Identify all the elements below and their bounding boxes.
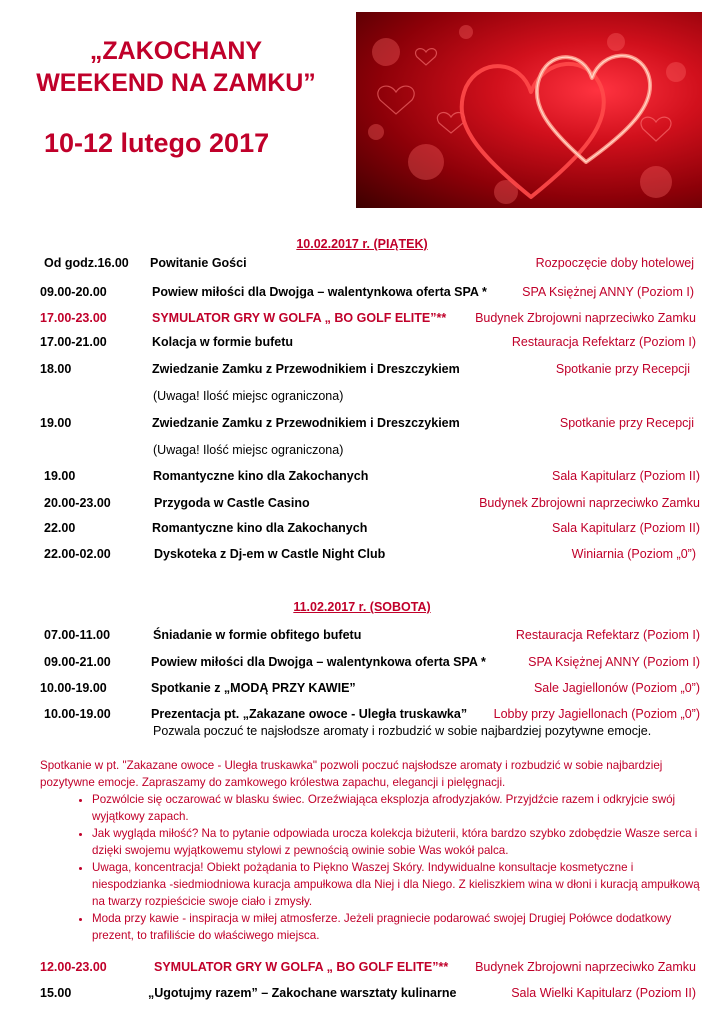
row-event: Powitanie Gości [150,256,247,270]
schedule-row [0,416,724,434]
description-bullet: • Jak wygląda miłość? Na to pytanie odpowiada urocza kolekcja biżuterii, która bardzo szybko zdobędzie Wasze serca i dzięki swojemu wyjątkowemu stylowi z pewnością owinie sobie Was wokół palca. [92,825,708,859]
row-note: Pozwala poczuć te najsłodsze aromaty i rozbudzić w sobie najbardziej pozytywne emocje. [153,724,652,738]
row-time: 19.00 [44,469,76,483]
row-time: 19.00 [40,416,72,430]
schedule-row [0,655,724,673]
row-time: 17.00-23.00 [40,311,107,325]
description-bullet: • Moda przy kawie - inspiracja w miłej atmosferze. Jeżeli pragniecie podarować swojej Drugiej Połówce dodatkowy prezent, to trafiliście do właściwego miejsca. [92,910,708,944]
schedule-row [0,469,724,487]
row-event: Przygoda w Castle Casino [154,496,310,510]
row-note: (Uwaga! Ilość miejsc ograniczona) [153,389,344,403]
schedule-row [0,681,724,699]
row-event: „Ugotujmy razem” – Zakochane warsztaty kulinarne [148,986,457,1000]
row-event: Romantyczne kino dla Zakochanych [153,469,369,483]
schedule-row [0,547,724,565]
row-time: 22.00-02.00 [44,547,111,561]
row-event: Prezentacja pt. „Zakazane owoce - Uległa truskawka” [151,707,468,721]
schedule-row [0,707,724,725]
schedule-row [0,496,724,514]
row-event: Zwiedzanie Zamku z Przewodnikiem i Dreszczykiem [152,416,460,430]
row-event: Romantyczne kino dla Zakochanych [152,521,368,535]
row-time: 17.00-21.00 [40,335,107,349]
row-location: Restauracja Refektarz (Poziom I) [511,335,696,349]
row-location: Restauracja Refektarz (Poziom I) [515,628,700,642]
row-event: Powiew miłości dla Dwojga – walentynkowa oferta SPA * [152,285,487,299]
row-event: SYMULATOR GRY W GOLFA „ BO GOLF ELITE”** [152,311,447,325]
row-time: 09.00-21.00 [44,655,111,669]
row-time: 10.00-19.00 [40,681,107,695]
row-event: Kolacja w formie bufetu [152,335,293,349]
schedule-row [0,335,724,353]
row-location: Sala Kapitularz (Poziom II) [552,469,700,483]
row-location: Budynek Zbrojowni naprzeciwko Zamku [479,496,700,510]
row-location: Budynek Zbrojowni naprzeciwko Zamku [475,960,696,974]
schedule-row [0,311,724,329]
row-location: Sala Wielki Kapitularz (Poziom II) [511,986,696,1000]
row-time: 10.00-19.00 [44,707,111,721]
row-time: 22.00 [44,521,76,535]
row-location: SPA Księżnej ANNY (Poziom I) [528,655,700,669]
row-event: Powiew miłości dla Dwojga – walentynkowa oferta SPA * [151,655,486,669]
row-time: Od godz.16.00 [44,256,129,270]
row-event: Dyskoteka z Dj-em w Castle Night Club [154,547,386,561]
description-bullets [40,791,708,944]
description-intro: Spotkanie w pt. "Zakazane owoce - Uległa truskawka" pozwoli poczuć najsłodsze aromaty i rozbudzić w sobie najbardziej pozytywne emocje. Zapraszamy do zamkowego królestwa zapachu, elegancji i pielęgnacji. [40,759,663,789]
row-time: 20.00-23.00 [44,496,111,510]
row-event: Śniadanie w formie obfitego bufetu [153,628,362,642]
row-location: Rozpoczęcie doby hotelowej [535,256,694,270]
row-location: Sale Jagiellonów (Poziom „0”) [533,681,700,695]
row-time: 15.00 [40,986,72,1000]
day-heading-saturday: 11.02.2017 r. (SOBOTA) [293,600,431,614]
row-location: Spotkanie przy Recepcji [559,416,694,430]
row-location: Winiarnia (Poziom „0”) [571,547,696,561]
schedule-row [0,960,724,978]
row-event: SYMULATOR GRY W GOLFA „ BO GOLF ELITE”** [154,960,449,974]
event-dates: 10-12 lutego 2017 [44,128,270,158]
schedule-row [0,521,724,539]
row-location: Sala Kapitularz (Poziom II) [552,521,700,535]
day-heading-friday: 10.02.2017 r. (PIĄTEK) [296,237,428,251]
row-location: SPA Księżnej ANNY (Poziom I) [522,285,694,299]
schedule-row [0,285,724,303]
row-location: Lobby przy Jagiellonach (Poziom „0”) [493,707,700,721]
row-time: 18.00 [40,362,72,376]
row-note: (Uwaga! Ilość miejsc ograniczona) [153,443,344,457]
row-time: 07.00-11.00 [44,628,111,642]
presentation-description [40,757,708,944]
title-line-2: WEEKEND NA ZAMKU” [36,69,316,97]
schedule-row [0,256,724,274]
row-event: Zwiedzanie Zamku z Przewodnikiem i Dreszczykiem [152,362,460,376]
row-time: 12.00-23.00 [40,960,107,974]
description-bullet: • Uwaga, koncentracja! Obiekt pożądania to Piękno Waszej Skóry. Indywidualne konsultacje kosmetyczne i niespodzianka -siedmiodniowa kuracja ampułkowa dla Niej i dla Niego. Z kieliszkiem wina w dłoni i kuracją ampułkową na twarzy rozpieścicie swoje ciało i zmysły. [92,859,708,910]
row-location: Budynek Zbrojowni naprzeciwko Zamku [475,311,696,325]
row-event: Spotkanie z „MODĄ PRZY KAWIE” [151,681,356,695]
schedule-row [0,986,724,1004]
row-time: 09.00-20.00 [40,285,107,299]
row-location: Spotkanie przy Recepcji [555,362,690,376]
schedule-row [0,628,724,646]
title-line-1: „ZAKOCHANY [89,37,263,65]
hearts-image [356,12,702,208]
description-bullet: • Pozwólcie się oczarować w blasku świec. Orzeźwiająca eksplozja afrodyzjaków. Przyjdźcie razem i odkryjcie swój wyjątkowy zapach. [92,791,708,825]
schedule-row [0,362,724,380]
